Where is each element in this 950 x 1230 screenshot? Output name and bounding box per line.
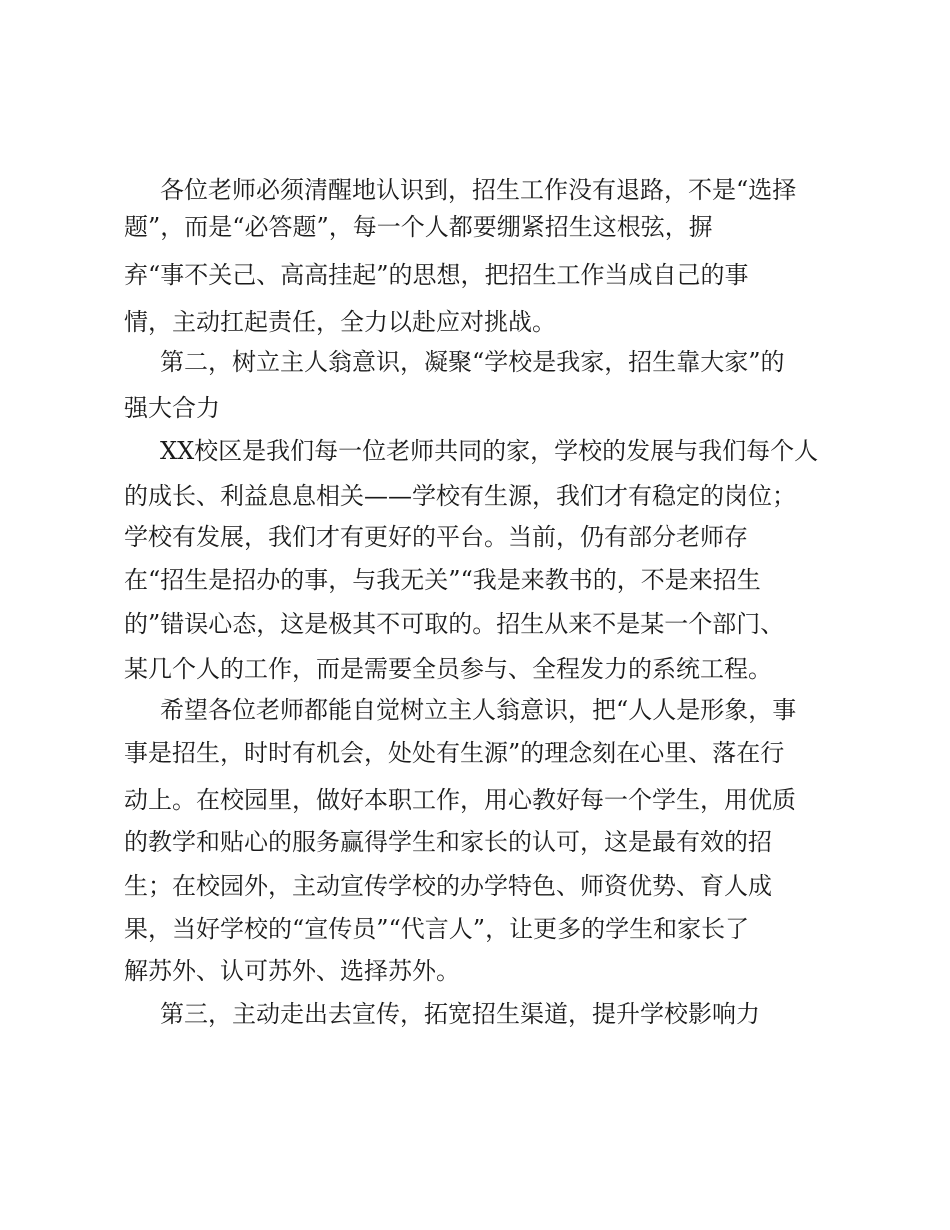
paragraph-3-line-5: 生；在校园外，主动宣传学校的办学特色、师资优势、育人成 bbox=[124, 872, 772, 900]
paragraph-3-line-3: 动上。在校园里，做好本职工作，用心教好每一个学生，用优质 bbox=[124, 786, 796, 814]
paragraph-1-line-1: 各位老师必须清醒地认识到，招生工作没有退路，不是“选择 bbox=[160, 176, 797, 204]
paragraph-2-line-5: 的”错误心态，这是极其不可取的。招生从来不是某一个部门、 bbox=[124, 610, 785, 638]
paragraph-3-line-6: 果，当好学校的“宣传员”“代言人”，让更多的学生和家长了 bbox=[124, 915, 750, 943]
section-heading-2-line-1: 第二，树立主人翁意识，凝聚“学校是我家，招生靠大家”的 bbox=[160, 348, 785, 376]
paragraph-3-line-4: 的教学和贴心的服务赢得学生和家长的认可，这是最有效的招 bbox=[124, 828, 772, 856]
paragraph-1-line-2: 题”，而是“必答题”，每一个人都要绷紧招生这根弦，摒 bbox=[124, 213, 713, 241]
paragraph-1-line-3: 弃“事不关己、高高挂起”的思想，把招生工作当成自己的事 bbox=[124, 261, 749, 289]
paragraph-2-line-4: 在“招生是招办的事，与我无关”“我是来教书的，不是来招生 bbox=[124, 566, 761, 594]
paragraph-2-line-2: 的成长、利益息息相关——学校有生源，我们才有稳定的岗位； bbox=[124, 482, 796, 510]
paragraph-1-line-4: 情，主动扛起责任，全力以赴应对挑战。 bbox=[124, 308, 556, 336]
paragraph-3-line-7: 解苏外、认可苏外、选择苏外。 bbox=[124, 957, 460, 985]
paragraph-3-line-1: 希望各位老师都能自觉树立主人翁意识，把“人人是形象，事 bbox=[160, 696, 797, 724]
section-heading-2-line-2: 强大合力 bbox=[124, 394, 220, 422]
paragraph-2-line-3: 学校有发展，我们才有更好的平台。当前，仍有部分老师存 bbox=[124, 523, 748, 551]
paragraph-2-line-1: XX校区是我们每一位老师共同的家，学校的发展与我们每个人 bbox=[160, 437, 819, 465]
paragraph-3-line-2: 事是招生，时时有机会，处处有生源”的理念刻在心里、落在行 bbox=[124, 739, 785, 767]
paragraph-2-line-6: 某几个人的工作，而是需要全员参与、全程发力的系统工程。 bbox=[124, 655, 772, 683]
section-heading-3: 第三，主动走出去宣传，拓宽招生渠道，提升学校影响力 bbox=[160, 1000, 760, 1028]
